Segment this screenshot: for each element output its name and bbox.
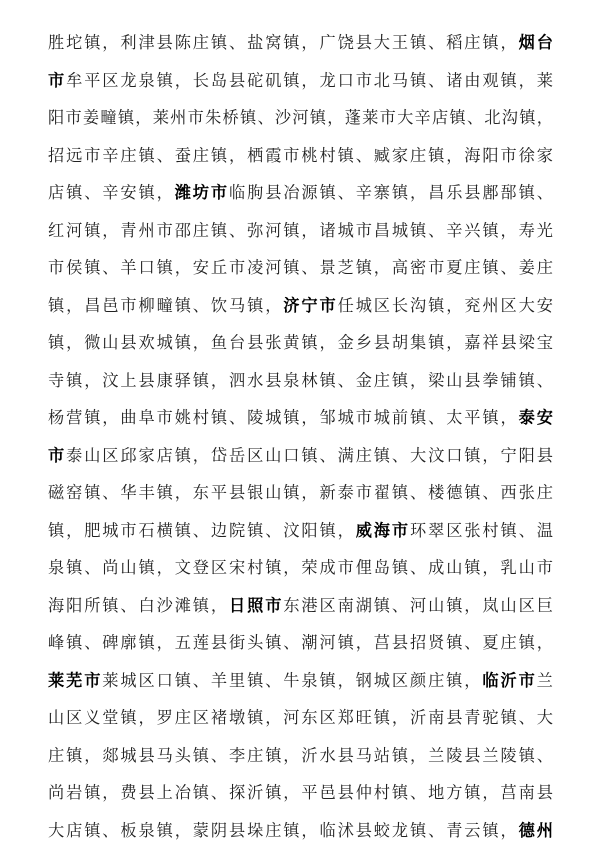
text-line bbox=[48, 62, 554, 100]
city-heading: 莱芜市 bbox=[48, 670, 103, 690]
town-list-text: 山区义堂镇，罗庄区褚墩镇，河东区郑旺镇，沂南县青驼镇、大 bbox=[48, 708, 554, 727]
text-line bbox=[48, 399, 554, 437]
city-heading: 泰安 bbox=[518, 408, 554, 427]
town-list-text: 磁窑镇、华丰镇，东平县银山镇，新泰市翟镇、楼德镇、西张庄 bbox=[48, 483, 554, 502]
text-line bbox=[48, 699, 554, 737]
town-list-text: 庄镇，郯城县马头镇、李庄镇，沂水县马站镇，兰陵县兰陵镇、 bbox=[48, 745, 554, 765]
town-list-text: 东港区南湖镇、河山镇，岚山区巨 bbox=[283, 595, 554, 615]
town-list-text: 市侯镇、羊口镇，安丘市凌河镇、景芝镇，高密市夏庄镇、姜庄 bbox=[48, 258, 554, 277]
town-list-text: 环翠区张村镇、温 bbox=[410, 520, 554, 540]
text-line bbox=[48, 437, 554, 475]
town-list-text: 招远市辛庄镇、蚕庄镇，栖霞市桃村镇、臧家庄镇，海阳市徐家 bbox=[48, 145, 554, 165]
town-list-text: 胜坨镇，利津县陈庄镇、盐窝镇，广饶县大王镇、稻庄镇， bbox=[48, 33, 519, 52]
text-line bbox=[48, 549, 554, 587]
town-list-text: 寺镇，汶上县康驿镇，泗水县泉林镇、金庄镇，梁山县拳铺镇、 bbox=[48, 370, 554, 390]
text-line bbox=[48, 737, 554, 775]
town-list-text: 镇，肥城市石横镇、边院镇、汶阳镇， bbox=[48, 520, 356, 540]
city-heading: 德州 bbox=[518, 820, 554, 840]
town-list-text: 红河镇，青州市邵庄镇、弥河镇，诸城市昌城镇、辛兴镇，寿光 bbox=[48, 220, 554, 240]
town-list-text: 峰镇、碑廓镇，五莲县街头镇、潮河镇，莒县招贤镇、夏庄镇， bbox=[48, 633, 554, 652]
town-list-text: 镇，昌邑市柳疃镇、饮马镇， bbox=[48, 295, 284, 315]
text-line bbox=[48, 587, 554, 625]
town-list-text: 店镇、辛安镇， bbox=[48, 183, 175, 202]
city-heading: 日照市 bbox=[229, 595, 284, 615]
document-body bbox=[48, 24, 554, 849]
town-list-text: 大店镇、板泉镇，蒙阴县垛庄镇，临沭县蛟龙镇、青云镇， bbox=[48, 820, 519, 840]
text-line bbox=[48, 212, 554, 250]
town-list-text: 阳市姜疃镇，莱州市朱桥镇、沙河镇，蓬莱市大辛店镇、北沟镇， bbox=[48, 108, 554, 127]
town-list-text: 杨营镇，曲阜市姚村镇、陵城镇，邹城市城前镇、太平镇， bbox=[48, 408, 519, 427]
text-line bbox=[48, 512, 554, 550]
town-list-text: 泉镇、尚山镇，文登区宋村镇，荣成市俚岛镇、成山镇，乳山市 bbox=[48, 558, 554, 577]
town-list-text: 镇，微山县欢城镇，鱼台县张黄镇，金乡县胡集镇，嘉祥县梁宝 bbox=[48, 333, 554, 352]
town-list-text: 莱城区口镇、羊里镇、牛泉镇，钢城区颜庄镇， bbox=[102, 670, 483, 690]
city-heading: 临沂市 bbox=[482, 670, 537, 690]
city-heading: 威海市 bbox=[355, 520, 411, 540]
text-line bbox=[48, 774, 554, 812]
town-list-text: 尚岩镇，费县上冶镇、探沂镇，平邑县仲村镇、地方镇，莒南县 bbox=[48, 783, 554, 802]
text-line bbox=[48, 24, 554, 62]
town-list-text: 任城区长沟镇，兖州区大安 bbox=[337, 295, 554, 315]
text-line bbox=[48, 324, 554, 362]
city-heading: 烟台 bbox=[518, 33, 554, 52]
city-heading: 市 bbox=[48, 445, 67, 465]
town-list-text: 海阳所镇、白沙滩镇， bbox=[48, 595, 229, 615]
text-line bbox=[48, 99, 554, 137]
town-list-text: 泰山区邱家店镇，岱岳区山口镇、满庄镇、大汶口镇，宁阳县 bbox=[66, 445, 554, 465]
town-list-text: 牟平区龙泉镇，长岛县砣矶镇，龙口市北马镇、诸由观镇，莱 bbox=[66, 70, 554, 90]
town-list-text: 临朐县冶源镇、辛寨镇，昌乐县鄌郚镇、 bbox=[229, 183, 554, 202]
text-line bbox=[48, 624, 554, 662]
text-line bbox=[48, 174, 554, 212]
text-line bbox=[48, 249, 554, 287]
city-heading: 市 bbox=[48, 70, 67, 90]
city-heading: 潍坊市 bbox=[174, 183, 230, 202]
text-line bbox=[48, 474, 554, 512]
town-list-text: 兰 bbox=[536, 670, 554, 690]
text-line bbox=[48, 662, 554, 700]
text-line bbox=[48, 812, 554, 850]
text-line bbox=[48, 137, 554, 175]
city-heading: 济宁市 bbox=[283, 295, 338, 315]
text-line bbox=[48, 287, 554, 325]
text-line bbox=[48, 362, 554, 400]
